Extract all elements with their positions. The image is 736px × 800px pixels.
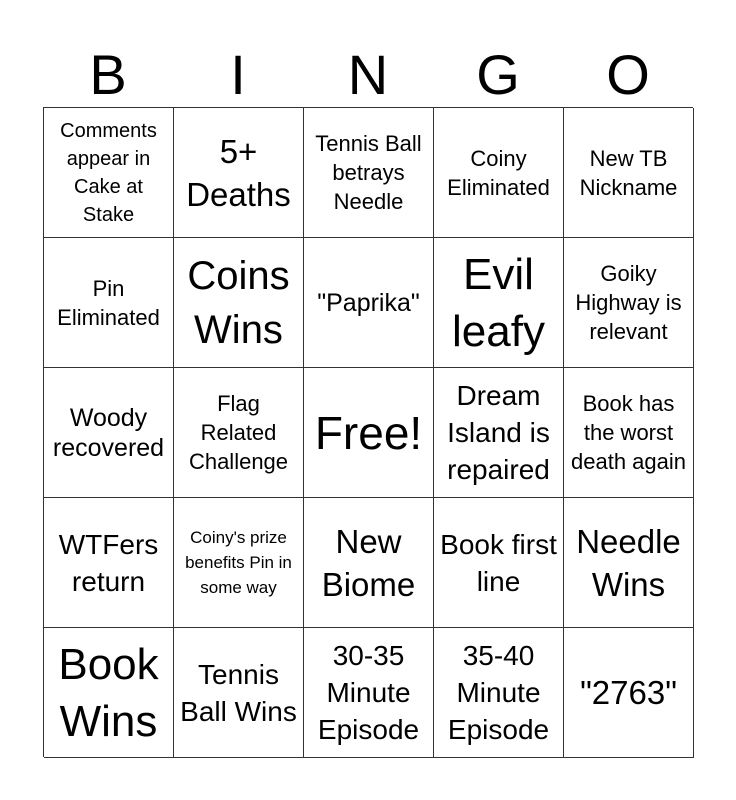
bingo-cell[interactable] xyxy=(44,628,174,758)
bingo-cell[interactable] xyxy=(564,628,694,758)
bingo-cell[interactable] xyxy=(564,108,694,238)
cell-label: Comments appear in Cake at Stake xyxy=(60,119,157,226)
bingo-cell[interactable] xyxy=(564,368,694,498)
bingo-cell[interactable] xyxy=(564,498,694,628)
free-space-cell[interactable] xyxy=(304,368,434,498)
cell-label: 35-40 Minute Episode xyxy=(447,640,550,745)
bingo-cell[interactable] xyxy=(304,628,434,758)
bingo-cell[interactable] xyxy=(174,368,304,498)
bingo-cell[interactable] xyxy=(434,498,564,628)
bingo-cell[interactable] xyxy=(434,368,564,498)
cell-label: Tennis Ball Wins xyxy=(180,658,297,727)
cell-label: Needle Wins xyxy=(576,522,681,603)
header-letter-o: O xyxy=(606,43,650,106)
bingo-cell[interactable] xyxy=(304,498,434,628)
header-letter-n: N xyxy=(347,43,389,106)
cell-label: Book Wins xyxy=(58,639,159,746)
bingo-cell[interactable] xyxy=(304,238,434,368)
cell-label: WTFers return xyxy=(58,528,159,597)
bingo-cell[interactable] xyxy=(434,238,564,368)
bingo-board xyxy=(43,107,693,757)
bingo-cell[interactable] xyxy=(434,628,564,758)
cell-label: New TB Nickname xyxy=(579,145,678,200)
bingo-cell[interactable] xyxy=(174,498,304,628)
bingo-cell[interactable] xyxy=(44,108,174,238)
cell-label: Coins Wins xyxy=(187,253,290,352)
cell-label: 30-35 Minute Episode xyxy=(317,640,420,745)
cell-label: Book has the worst death again xyxy=(571,391,686,474)
cell-label: Coiny Eliminated xyxy=(447,145,550,200)
bingo-header xyxy=(43,42,693,108)
header-letter-g: G xyxy=(476,43,520,106)
bingo-cell[interactable] xyxy=(174,628,304,758)
bingo-cell[interactable] xyxy=(434,108,564,238)
cell-label: Flag Related Challenge xyxy=(188,391,289,474)
cell-label: New Biome xyxy=(321,522,416,603)
cell-label: Tennis Ball betrays Needle xyxy=(315,131,422,214)
cell-label: Book first line xyxy=(440,528,557,597)
cell-label: Woody recovered xyxy=(52,403,165,462)
bingo-cell[interactable] xyxy=(304,108,434,238)
header-letter-i: I xyxy=(230,43,246,106)
cell-label: 5+ Deaths xyxy=(186,132,291,213)
cell-label: Pin Eliminated xyxy=(57,275,160,330)
cell-label: "Paprika" xyxy=(317,288,420,317)
bingo-cell[interactable] xyxy=(174,108,304,238)
cell-label: Dream Island is repaired xyxy=(447,380,550,485)
cell-label: "2763" xyxy=(580,674,677,711)
cell-label: Evil leafy xyxy=(452,249,545,356)
cell-label: Goiky Highway is relevant xyxy=(575,261,682,344)
cell-label: Free! xyxy=(314,406,423,459)
bingo-cell[interactable] xyxy=(44,368,174,498)
header-letter-b: B xyxy=(89,43,127,106)
bingo-cell[interactable] xyxy=(44,498,174,628)
bingo-cell[interactable] xyxy=(44,238,174,368)
cell-label: Coiny's prize benefits Pin in some way xyxy=(185,528,292,597)
bingo-cell[interactable] xyxy=(174,238,304,368)
bingo-cell[interactable] xyxy=(564,238,694,368)
